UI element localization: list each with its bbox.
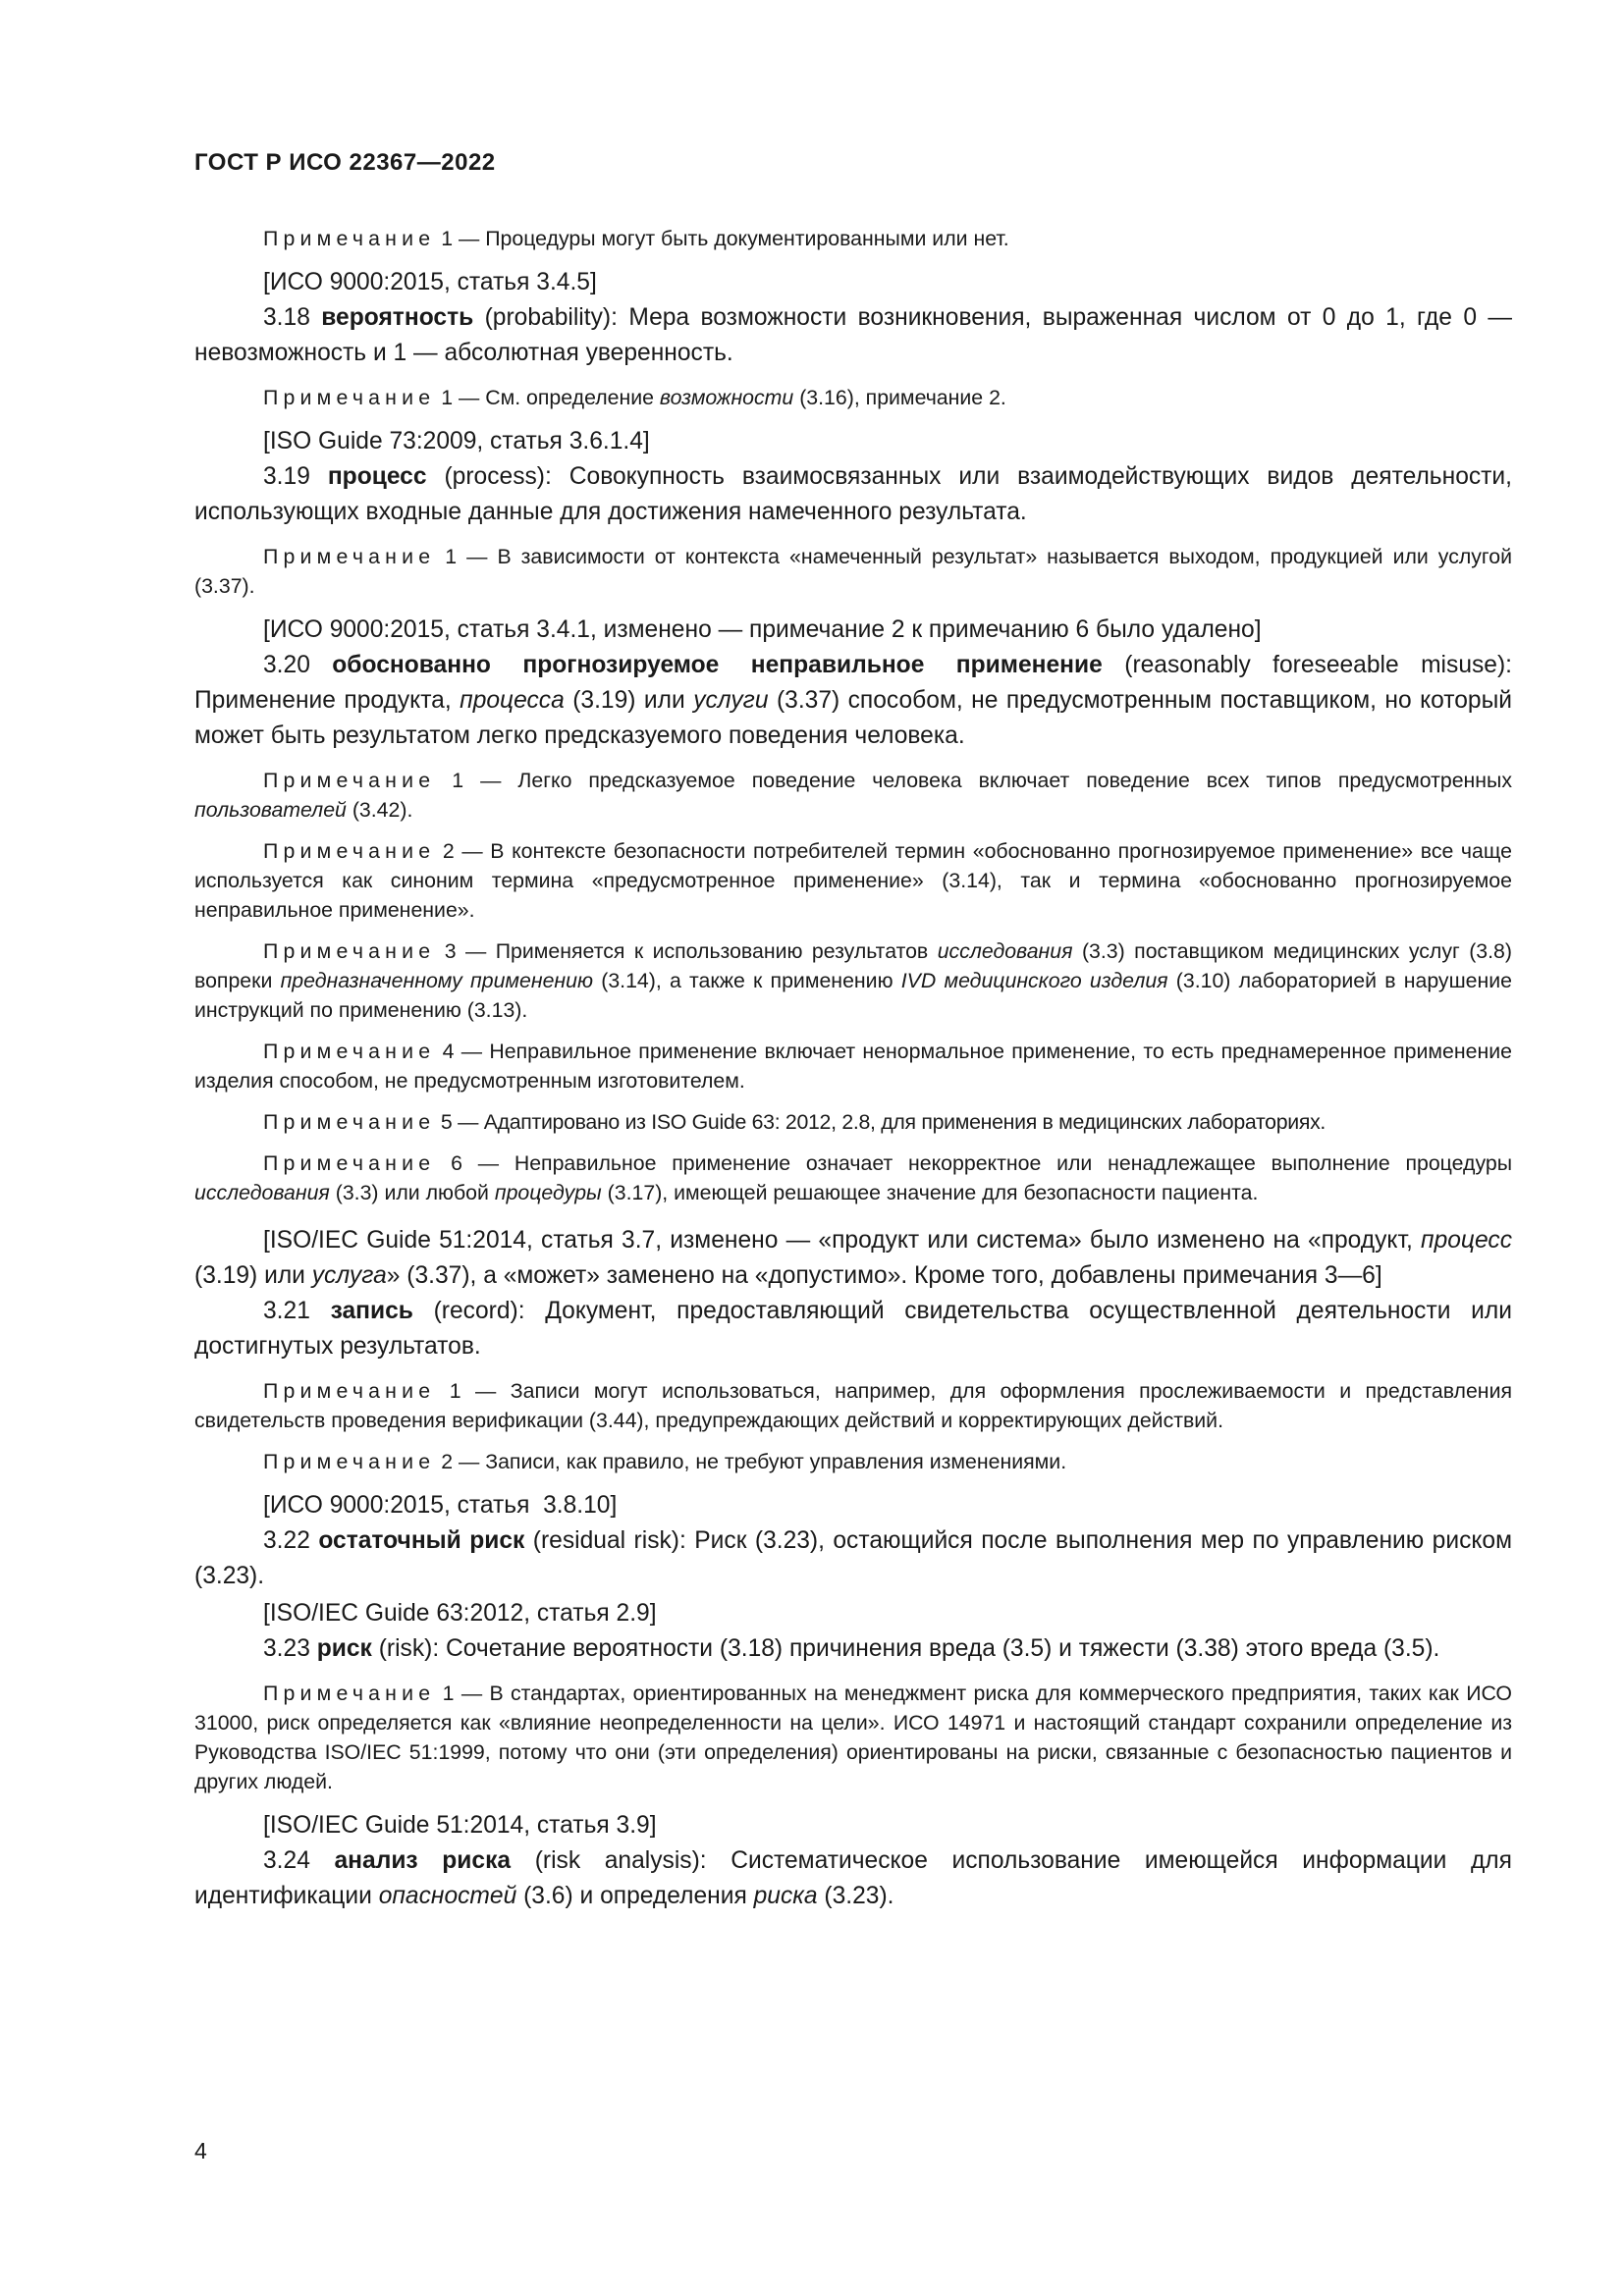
term-number: 3.24 bbox=[263, 1847, 310, 1874]
term-name: остаточный риск bbox=[318, 1527, 525, 1554]
source-text: (3.19) или bbox=[194, 1262, 305, 1289]
note-paragraph: Примечание 1 — Легко предсказуемое поведение человека включает поведение всех типов предусмотренных пользователей (3.42). bbox=[194, 769, 1513, 822]
note-text: (3.10) лабораторией в нарушение инструкций по применению (3.13). bbox=[194, 969, 1512, 1022]
source-reference bbox=[194, 1223, 1512, 1294]
note-label: Примечание bbox=[263, 386, 436, 409]
source-reference: [ИСО 9000:2015, статья 3.4.5] bbox=[263, 269, 597, 295]
note-text: (3.42). bbox=[352, 798, 413, 822]
term-english: (probability): bbox=[484, 304, 618, 331]
term-italic-ref: услуги bbox=[693, 687, 769, 714]
note-paragraph: Примечание 4 — Неправильное применение включает ненормальное применение, то есть преднамеренное применение изделия способом, не предусмотренным изготовителем. bbox=[194, 1040, 1512, 1093]
note-number: 1 bbox=[441, 386, 454, 409]
note-paragraph: Примечание 1 — В зависимости от контекста «намеченный результат» называется выходом, продукцией или услугой (3.37). bbox=[194, 545, 1512, 598]
term-italic-ref: процесса bbox=[460, 687, 565, 714]
source-italic-term: процесс bbox=[1421, 1227, 1512, 1254]
term-name: вероятность bbox=[321, 304, 474, 331]
source-reference: [ИСО 9000:2015, статья 3.8.10] bbox=[263, 1492, 618, 1519]
note-paragraph: Примечание 2 — В контексте безопасности потребителей термин «обоснованно прогнозируемое применение» все чаще используется как синоним термина «предусмотренное применение» (3.14), так и термина «обоснованно прогнозируемое неправильное применение». bbox=[194, 839, 1512, 922]
note-text: Неправильное применение означает некорректное или ненадлежащее выполнение процедуры bbox=[514, 1151, 1513, 1175]
source-reference: [ИСО 9000:2015, статья 3.4.1, изменено — примечание 2 к примечанию 6 было удалено] bbox=[263, 616, 1262, 643]
note-label: Примечание bbox=[263, 1450, 436, 1473]
note-number: 2 bbox=[442, 839, 455, 863]
note-number: 1 bbox=[452, 769, 464, 792]
note-number: 2 bbox=[441, 1450, 454, 1473]
note-number: 4 bbox=[442, 1040, 455, 1063]
term-text: (3.23). bbox=[824, 1883, 894, 1909]
note-text: Записи, как правило, не требуют управления изменениями. bbox=[485, 1450, 1067, 1473]
note-paragraph: Примечание 1 — Записи могут использоваться, например, для оформления прослеживаемости и представления свидетельств проведения верификации (3.44), предупреждающих действий и корректирующих действий. bbox=[194, 1379, 1512, 1432]
term-italic-ref: риска bbox=[753, 1883, 818, 1909]
term-text: Систематическое использование имеющейся информации для идентификации bbox=[194, 1847, 1512, 1909]
note-text: Записи могут использоваться, например, для оформления прослеживаемости и представления свидетельств проведения верификации (3.44), предупреждающих действий и корректирующих действий. bbox=[194, 1379, 1512, 1432]
term-name: обоснованно прогнозируемое неправильное применение bbox=[332, 652, 1103, 678]
term-name: риск bbox=[316, 1635, 372, 1662]
note-label: Примечание bbox=[263, 545, 436, 568]
note-label: Примечание bbox=[263, 227, 436, 250]
note-paragraph: Примечание 1 — См. определение возможности (3.16), примечание 2. bbox=[263, 386, 1006, 409]
term-definition bbox=[194, 300, 1512, 371]
source-reference: [ISO Guide 73:2009, статья 3.6.1.4] bbox=[263, 428, 650, 454]
term-number: 3.19 bbox=[263, 463, 310, 490]
term-english: (risk analysis): bbox=[534, 1847, 707, 1874]
note-paragraph: Примечание 1 — Процедуры могут быть документированными или нет. bbox=[263, 227, 1009, 250]
term-text: Совокупность взаимосвязанных или взаимодействующих видов деятельности, использующих входные данные для достижения намеченного результата. bbox=[194, 463, 1512, 525]
term-text: (3.19) или bbox=[572, 687, 685, 714]
term-number: 3.22 bbox=[263, 1527, 310, 1554]
note-label: Примечание bbox=[263, 769, 436, 792]
note-label: Примечание bbox=[263, 1040, 436, 1063]
note-paragraph: Примечание 6 — Неправильное применение означает некорректное или ненадлежащее выполнение процедуры исследования (3.3) или любой процедуры (3.17), имеющей решающее значение для безопасности пациента. bbox=[194, 1151, 1513, 1204]
term-text: Документ, предоставляющий свидетельства осуществленной деятельности или достигнутых результатов. bbox=[194, 1298, 1512, 1360]
document-body bbox=[194, 224, 1512, 1916]
note-text: (3.17), имеющей решающее значение для безопасности пациента. bbox=[607, 1181, 1259, 1204]
term-text: Применение продукта, bbox=[194, 687, 452, 714]
note-number: 3 bbox=[444, 939, 457, 963]
note-text: (3.16), примечание 2. bbox=[799, 386, 1006, 409]
note-italic-term: исследования bbox=[194, 1181, 330, 1204]
note-number: 1 bbox=[445, 545, 458, 568]
term-number: 3.20 bbox=[263, 652, 310, 678]
term-english: (reasonably foreseeable misuse): bbox=[1124, 652, 1512, 678]
source-italic-term: услуга bbox=[311, 1262, 387, 1289]
note-label: Примечание bbox=[263, 1682, 436, 1705]
note-paragraph: Примечание 5 — Адаптировано из ISO Guide 63: 2012, 2.8, для применения в медицинских лабораториях. bbox=[263, 1110, 1326, 1134]
source-text: » (3.37), а «может» заменено на «допустимо». Кроме того, добавлены примечания 3—6] bbox=[386, 1262, 1382, 1289]
note-number: 6 bbox=[451, 1151, 462, 1175]
note-paragraph: Примечание 3 — Применяется к использованию результатов исследования (3.3) поставщиком медицинских услуг (3.8) вопреки предназначенному применению (3.14), а также к применению IVD медицинского изделия (3.10) лабораторией в нарушение инструкций по применению (3.13). bbox=[194, 939, 1512, 1022]
term-number: 3.23 bbox=[263, 1635, 310, 1662]
note-text: Неправильное применение включает ненормальное применение, то есть преднамеренное применение изделия способом, не предусмотренным изготовителем. bbox=[194, 1040, 1512, 1093]
note-italic-term: предназначенному применению bbox=[280, 969, 594, 992]
note-label: Примечание bbox=[263, 1379, 436, 1403]
term-number: 3.21 bbox=[263, 1298, 310, 1324]
note-italic-term: процедуры bbox=[494, 1181, 602, 1204]
term-name: анализ риска bbox=[334, 1847, 512, 1874]
term-italic-ref: опасностей bbox=[378, 1883, 517, 1909]
note-paragraph: Примечание 1 — В стандартах, ориентированных на менеджмент риска для коммерческого предприятия, таких как ИСО 31000, риск определяется как «влияние неопределенности на цели». ИСО 14971 и настоящий стандарт сохранили определение из Руководства ISO/IEC 51:1999, потому что они (эти определения) ориентированы на риски, связанные с безопасностью пациентов и других людей. bbox=[194, 1682, 1512, 1793]
term-definition bbox=[194, 459, 1512, 530]
note-text: См. определение bbox=[485, 386, 654, 409]
term-definition bbox=[194, 1631, 1512, 1667]
term-name: процесс bbox=[327, 463, 427, 490]
term-text: Риск (3.23), остающийся после выполнения мер по управлению риском (3.23). bbox=[194, 1527, 1512, 1589]
term-name: запись bbox=[330, 1298, 413, 1324]
term-number: 3.18 bbox=[263, 304, 310, 331]
source-reference: [ISO/IEC Guide 51:2014, статья 3.9] bbox=[263, 1812, 657, 1839]
term-english: (risk): bbox=[378, 1635, 440, 1662]
note-label: Примечание bbox=[263, 1151, 436, 1175]
note-text: В контексте безопасности потребителей термин «обоснованно прогнозируемое применение» все чаще используется как синоним термина «предусмотренное применение» (3.14), так и термина «обоснованно прогнозируемое неправильное применение». bbox=[194, 839, 1512, 922]
note-text: В стандартах, ориентированных на менеджмент риска для коммерческого предприятия, таких как ИСО 31000, риск определяется как «влияние неопределенности на цели». ИСО 14971 и настоящий стандарт сохранили определение из Руководства ISO/IEC 51:1999, потому что они (эти определения) ориентированы на риски, связанные с безопасностью пациентов и других людей. bbox=[194, 1682, 1512, 1793]
term-definition bbox=[194, 1843, 1512, 1914]
note-number: 1 bbox=[449, 1379, 461, 1403]
note-text: (3.14), а также к применению bbox=[601, 969, 893, 992]
note-number: 1 bbox=[442, 1682, 455, 1705]
note-text: Адаптировано из ISO Guide 63: 2012, 2.8, для применения в медицинских лабораториях. bbox=[483, 1110, 1326, 1134]
note-text: (3.3) поставщиком медицинских услуг (3.8) вопреки bbox=[194, 939, 1512, 992]
term-text: (3.37) способом, не предусмотренным поставщиком, но который может быть результатом легко предсказуемого поведения человека. bbox=[194, 687, 1513, 749]
note-italic-term: возможности bbox=[659, 386, 794, 409]
term-text: Мера возможности возникновения, выраженная числом от 0 до 1, где 0 — невозможность и 1 — абсолютная уверенность. bbox=[194, 304, 1512, 366]
term-text: Сочетание вероятности (3.18) причинения вреда (3.5) и тяжести (3.38) этого вреда (3.5). bbox=[446, 1635, 1440, 1662]
note-text: Процедуры могут быть документированными или нет. bbox=[485, 227, 1009, 250]
term-english: (record): bbox=[433, 1298, 525, 1324]
note-number: 5 bbox=[440, 1110, 453, 1134]
note-number: 1 bbox=[441, 227, 454, 250]
note-text: Применяется к использованию результатов bbox=[495, 939, 929, 963]
term-text: (3.6) и определения bbox=[523, 1883, 747, 1909]
note-italic-term: исследования bbox=[937, 939, 1073, 963]
term-english: (residual risk): bbox=[532, 1527, 686, 1554]
page-number: 4 bbox=[194, 2138, 207, 2163]
note-label: Примечание bbox=[263, 839, 436, 863]
document-header: ГОСТ Р ИСО 22367—2022 bbox=[194, 149, 496, 176]
note-italic-term: IVD медицинского изделия bbox=[900, 969, 1168, 992]
note-paragraph: Примечание 2 — Записи, как правило, не требуют управления изменениями. bbox=[263, 1450, 1067, 1473]
source-text: [ISO/IEC Guide 51:2014, статья 3.7, изменено — «продукт или система» было изменено на «продукт, bbox=[263, 1227, 1413, 1254]
term-english: (process): bbox=[444, 463, 552, 490]
note-text: (3.3) или любой bbox=[335, 1181, 489, 1204]
note-text: В зависимости от контекста «намеченный результат» называется выходом, продукцией или услугой (3.37). bbox=[194, 545, 1512, 598]
term-definition bbox=[194, 1523, 1512, 1594]
note-label: Примечание bbox=[263, 939, 436, 963]
note-label: Примечание bbox=[263, 1110, 436, 1134]
note-text: Легко предсказуемое поведение человека включает поведение всех типов предусмотренных bbox=[517, 769, 1513, 792]
term-definition bbox=[194, 1294, 1512, 1364]
source-reference: [ISO/IEC Guide 63:2012, статья 2.9] bbox=[263, 1600, 657, 1627]
term-definition bbox=[194, 648, 1512, 754]
note-italic-term: пользователей bbox=[194, 798, 347, 822]
